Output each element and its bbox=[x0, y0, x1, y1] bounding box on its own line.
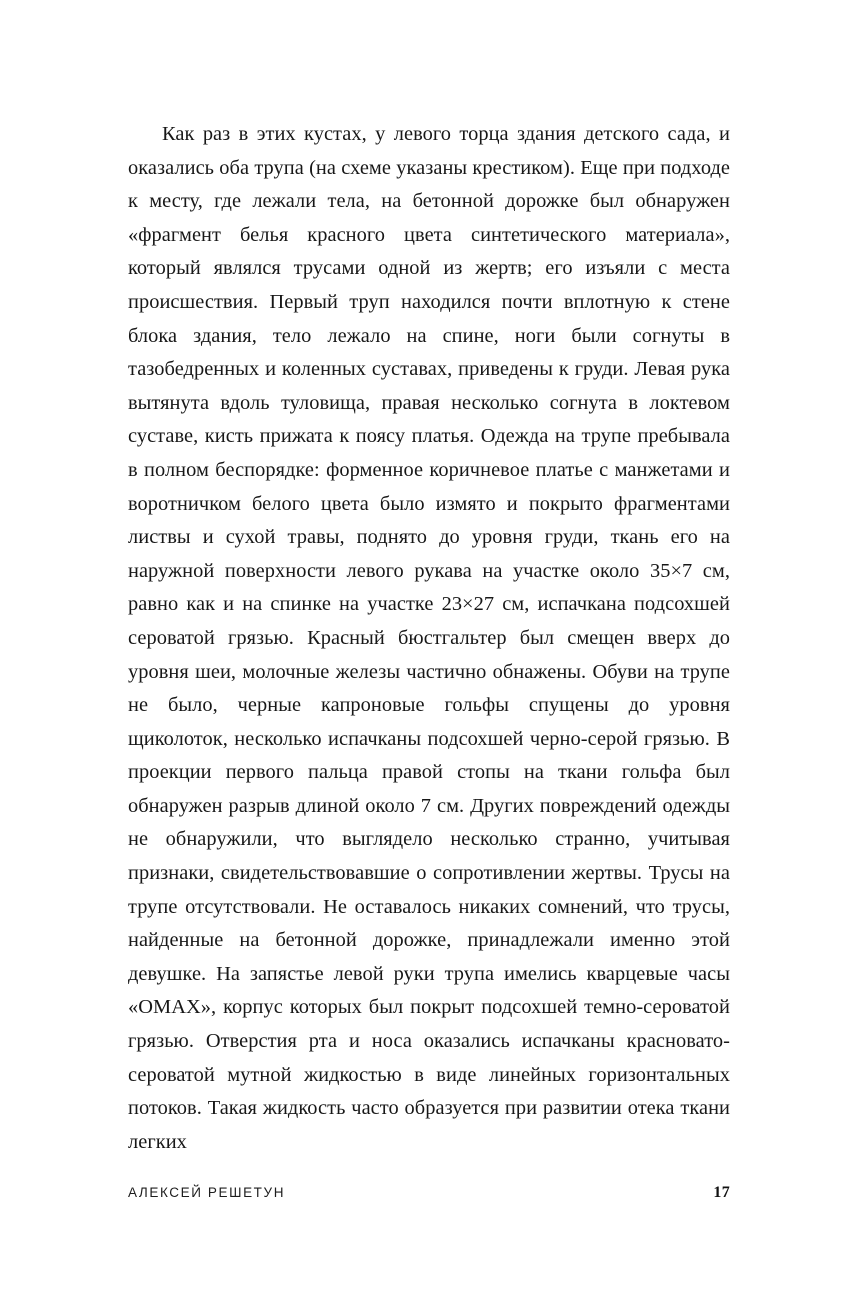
page-footer bbox=[128, 1184, 730, 1202]
body-paragraph: Как раз в этих кустах, у левого торца здания детского сада, и оказались оба трупа (на схеме указаны крестиком). Еще при подходе к месту, где лежали тела, на бетонной дорожке был обнаружен «фрагмент белья красного цвета синтетического материала», который являлся трусами одной из жертв; его изъяли с места происшествия. Первый труп находился почти вплотную к стене блока здания, тело лежало на спине, ноги были согнуты в тазобедренных и коленных суставах, приведены к груди. Левая рука вытянута вдоль туловища, правая несколько согнута в локтевом суставе, кисть прижата к поясу платья. Одежда на трупе пребывала в полном беспорядке: форменное коричневое платье с манжетами и воротничком белого цвета было измято и покрыто фрагментами листвы и сухой травы, поднято до уровня груди, ткань его на наружной поверхности левого рукава на участке около 35×7 см, равно как и на спинке на участке 23×27 см, испачкана подсохшей сероватой грязью. Красный бюстгальтер был смещен вверх до уровня шеи, молочные железы частично обнажены. Обуви на трупе не было, черные капроновые гольфы спущены до уровня щиколоток, несколько испачканы подсохшей черно-серой грязью. В проекции первого пальца правой стопы на ткани гольфа был обнаружен разрыв длиной около 7 см. Других повреждений одежды не обнаружили, что выглядело несколько странно, учитывая признаки, свидетельствовавшие о сопротивлении жертвы. Трусы на трупе отсутствовали. Не оставалось никаких сомнений, что трусы, найденные на бетонной дорожке, принадлежали именно этой девушке. На запястье левой руки трупа имелись кварцевые часы «OMAX», корпус которых был покрыт подсохшей темно-сероватой грязью. Отверстия рта и носа оказались испачканы красновато-сероватой мутной жидкостью в виде линейных горизонтальных потоков. Такая жидкость часто образуется при развитии отека ткани легких bbox=[128, 123, 736, 1153]
page-number: 17 bbox=[713, 1184, 730, 1201]
footer-author: АЛЕКСЕЙ РЕШЕТУН bbox=[128, 1185, 286, 1200]
page-body-text bbox=[128, 118, 736, 1159]
